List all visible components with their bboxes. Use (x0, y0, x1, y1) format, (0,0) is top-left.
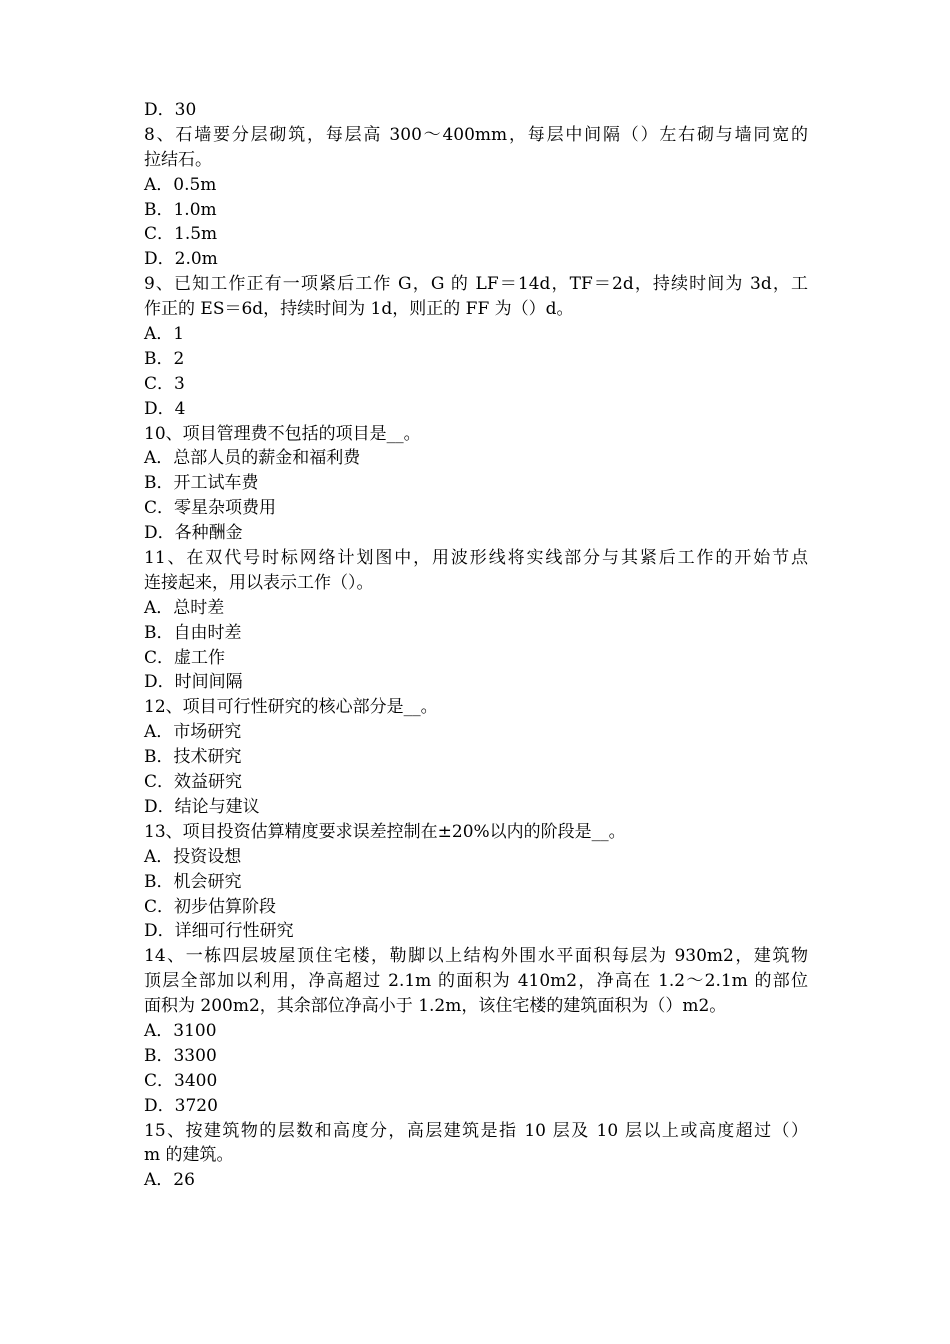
text-line: D．各种酬金 (144, 523, 243, 544)
text-line: 作正的 ES＝6d，持续时间为 1d，则正的 FF 为（）d。 (144, 299, 574, 320)
text-line: m 的建筑。 (144, 1145, 234, 1166)
text-line: C．1.5m (144, 224, 218, 245)
text-line: 11、在双代号时标网络计划图中，用波形线将实线部分与其紧后工作的开始节点 (144, 548, 808, 569)
text-line: B．机会研究 (144, 871, 242, 892)
text-line: B．自由时差 (144, 622, 242, 643)
text-line: B．2 (144, 348, 185, 369)
text-line: 8、石墙要分层砌筑，每层高 300～400mm，每层中间隔（）左右砌与墙同宽的 (144, 124, 808, 145)
text-line: 连接起来，用以表示工作（）。 (144, 572, 374, 593)
text-line: C．虚工作 (144, 647, 226, 668)
text-line: D．详细可行性研究 (144, 921, 294, 942)
text-line: 面积为 200m2，其余部位净高小于 1.2m，该住宅楼的建筑面积为（）m2。 (144, 996, 727, 1017)
text-line: D．时间间隔 (144, 672, 243, 693)
text-line: A．投资设想 (144, 846, 242, 867)
text-line: B．1.0m (144, 199, 217, 220)
text-line: A．1 (144, 324, 185, 345)
text-line: A．总部人员的薪金和福利费 (144, 448, 361, 469)
text-line: D．3720 (144, 1095, 218, 1116)
text-line: A．0.5m (144, 174, 217, 195)
text-line: D．4 (144, 398, 186, 419)
text-line: 13、项目投资估算精度要求误差控制在±20%以内的阶段是__。 (144, 821, 626, 842)
text-line: 拉结石。 (144, 149, 212, 170)
text-line: C．3400 (144, 1070, 218, 1091)
text-line: C．初步估算阶段 (144, 896, 277, 917)
text-line: D．结论与建议 (144, 796, 260, 817)
text-line: D．2.0m (144, 249, 218, 270)
text-line: 10、项目管理费不包括的项目是__。 (144, 423, 421, 444)
text-line: 14、一栋四层坡屋顶住宅楼，勒脚以上结构外围水平面积每层为 930m2，建筑物 (144, 946, 808, 967)
text-line: C．零星杂项费用 (144, 498, 277, 519)
text-line: B．技术研究 (144, 747, 242, 768)
text-line: A．26 (144, 1170, 195, 1191)
document-page (144, 98, 808, 1193)
text-line: B．开工试车费 (144, 473, 259, 494)
text-line: C．3 (144, 373, 185, 394)
text-line: D．30 (144, 100, 197, 120)
text-line: 15、按建筑物的层数和高度分，高层建筑是指 10 层及 10 层以上或高度超过（） (144, 1120, 808, 1141)
text-line: A．总时差 (144, 597, 225, 618)
text-line: A．市场研究 (144, 722, 242, 743)
text-line: A．3100 (144, 1020, 217, 1041)
text-line: 顶层全部加以利用，净高超过 2.1m 的面积为 410m2，净高在 1.2～2.1m 的部位 (144, 971, 808, 992)
text-line: B．3300 (144, 1045, 217, 1066)
text-line: 9、已知工作正有一项紧后工作 G，G 的 LF＝14d，TF＝2d，持续时间为 3d，工 (144, 274, 808, 295)
text-line: 12、项目可行性研究的核心部分是__。 (144, 697, 438, 718)
text-line: C．效益研究 (144, 772, 243, 793)
